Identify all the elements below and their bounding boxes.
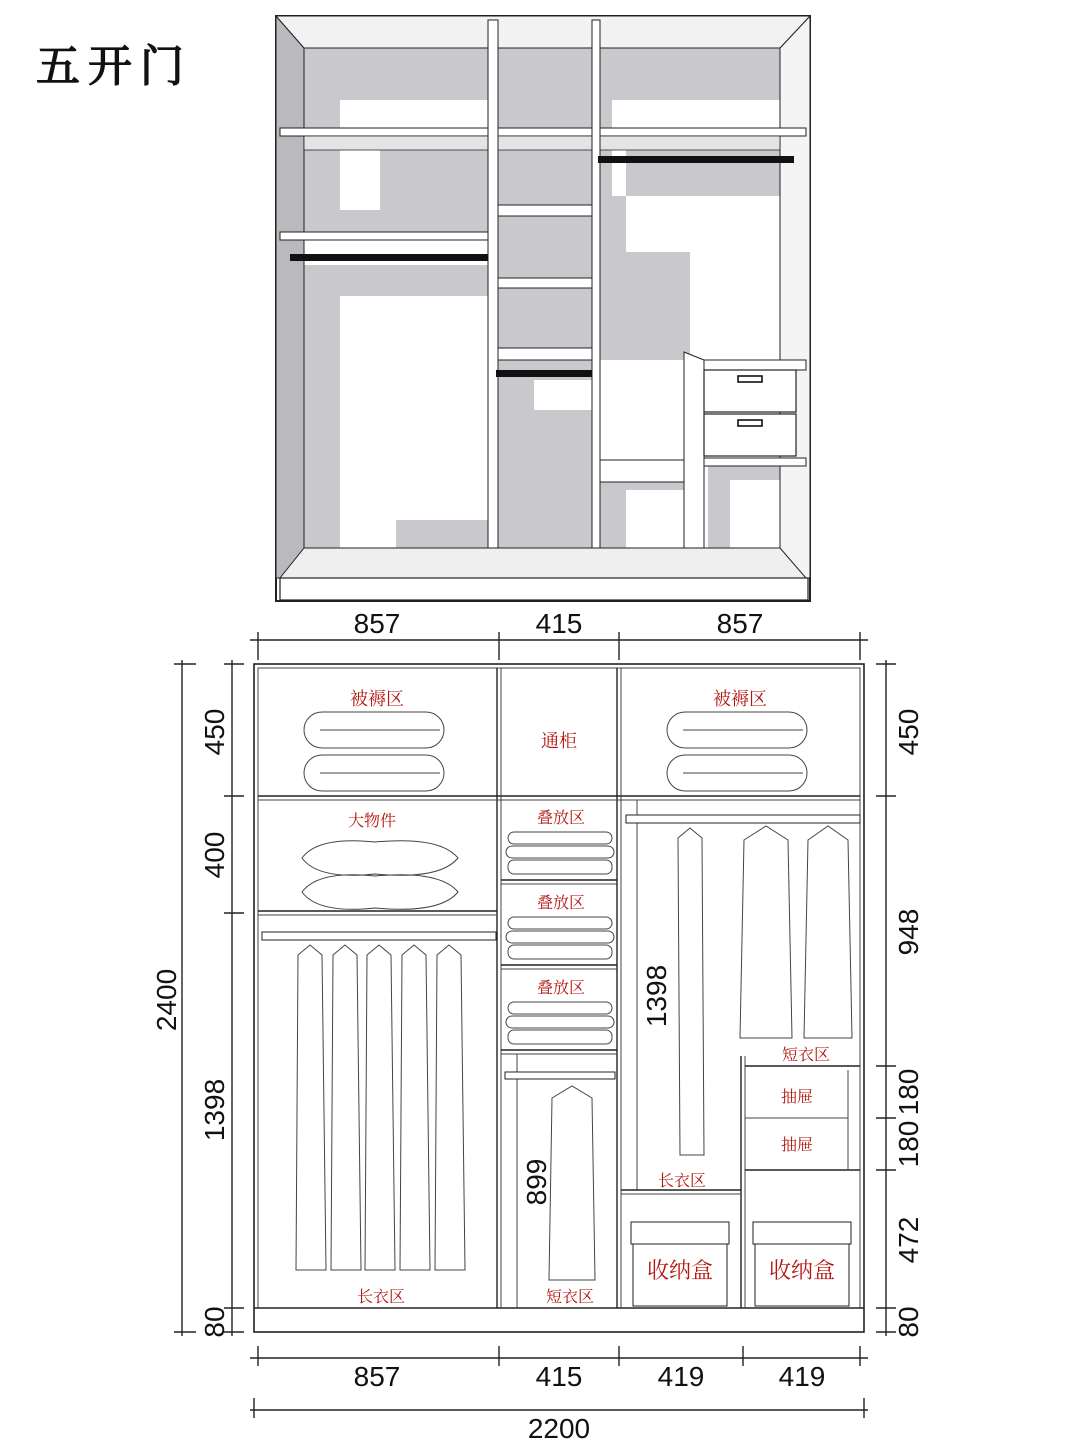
dim-top-width-2: 415 <box>535 608 583 639</box>
wardrobe-3d-view <box>276 16 810 601</box>
dim-right-long-height: 1398 <box>641 964 672 1028</box>
dim-bottom-width-2: 415 <box>535 1361 583 1392</box>
dim-right-height-4: 180 <box>893 1120 924 1168</box>
zone-label-bedding-left: 被褥区 <box>350 689 404 710</box>
zone-label-through-cabinet: 通柜 <box>541 731 577 752</box>
dim-left-height-3: 1398 <box>199 1078 230 1142</box>
dim-total-width: 2200 <box>527 1413 591 1444</box>
dim-total-height: 2400 <box>151 968 182 1032</box>
dim-right-height-3: 180 <box>893 1068 924 1116</box>
zone-label-bedding-right: 被褥区 <box>713 689 767 710</box>
dim-bottom-width-4: 419 <box>778 1361 826 1392</box>
wardrobe-elevation <box>254 664 864 1332</box>
zone-label-drawer-1: 抽屉 <box>780 1087 814 1106</box>
page-title: 五开门 <box>36 41 192 92</box>
dim-top-width-3: 857 <box>716 608 764 639</box>
zone-label-short-mid: 短衣区 <box>545 1287 595 1306</box>
zone-label-box-2: 收纳盒 <box>768 1259 836 1284</box>
dim-bottom-width-1: 857 <box>353 1361 401 1392</box>
dim-left-height-2: 400 <box>199 831 230 879</box>
dim-left-height-4: 80 <box>199 1306 230 1338</box>
dim-top-width-1: 857 <box>353 608 401 639</box>
dim-right-height-6: 80 <box>893 1306 924 1338</box>
dim-middle-hang-height: 899 <box>521 1158 552 1206</box>
dim-right-height-5: 472 <box>893 1216 924 1264</box>
zone-label-large-items: 大物件 <box>347 811 397 830</box>
dim-bottom-width-3: 419 <box>657 1361 705 1392</box>
dim-right-height-1: 450 <box>893 708 924 756</box>
zone-label-box-1: 收纳盒 <box>646 1259 714 1284</box>
dim-right-height-2: 948 <box>893 908 924 956</box>
zone-label-long-right: 长衣区 <box>657 1171 707 1190</box>
zone-label-short-right: 短衣区 <box>781 1045 831 1064</box>
zone-label-drawer-2: 抽屉 <box>780 1135 814 1154</box>
zone-label-stack-3: 叠放区 <box>536 978 586 997</box>
zone-label-long-left: 长衣区 <box>356 1287 406 1306</box>
zone-label-stack-1: 叠放区 <box>536 808 586 827</box>
zone-label-stack-2: 叠放区 <box>536 893 586 912</box>
dim-left-height-1: 450 <box>199 708 230 756</box>
